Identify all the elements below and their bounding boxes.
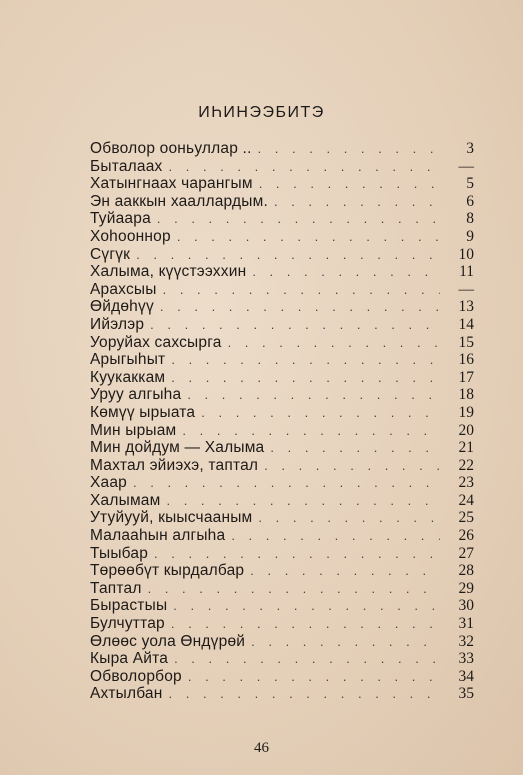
toc-entry xyxy=(90,509,474,527)
toc-entry-page: 20 xyxy=(458,421,474,439)
toc-entry-page: 13 xyxy=(458,298,474,316)
dot-leader xyxy=(228,334,440,352)
dot-leader xyxy=(270,439,440,457)
toc-entry-title: Быталаах xyxy=(90,157,163,175)
dot-leader xyxy=(182,422,440,440)
toc-entry xyxy=(90,527,474,545)
toc-entry-page: 25 xyxy=(458,509,474,527)
toc-entry xyxy=(90,246,474,264)
toc-entry-title: Ахтылбан xyxy=(90,685,163,703)
toc-entry-title: Халымам xyxy=(90,491,161,509)
dot-leader xyxy=(173,597,440,615)
toc-entry-page: 21 xyxy=(458,439,474,457)
toc-entry-page: 32 xyxy=(458,632,474,650)
toc-entry-page: 33 xyxy=(458,650,474,668)
dot-leader xyxy=(148,580,440,598)
toc-entry xyxy=(90,140,474,158)
dot-leader xyxy=(250,562,440,580)
toc-entry xyxy=(90,633,474,651)
page-number: 46 xyxy=(254,740,269,756)
toc-entry-title: Малааһын алгыһа xyxy=(90,527,226,545)
toc-entry-title: Халыма, күүстээххин xyxy=(90,263,247,281)
toc-entry-title: Төрөөбүт кырдалбар xyxy=(90,562,245,580)
toc-entry xyxy=(90,422,474,440)
dot-leader xyxy=(187,386,440,404)
toc-entry-page: 16 xyxy=(458,351,474,369)
toc-entry-title: Кыра Айта xyxy=(90,650,169,668)
toc-entry-page: 14 xyxy=(458,315,474,333)
toc-entry-title: Уруу алгыһа xyxy=(90,386,182,404)
toc-entry xyxy=(90,281,474,299)
toc-entry-page: 28 xyxy=(458,562,474,580)
toc-entry-page: — xyxy=(458,280,474,298)
toc-entry-title: Хоһооннор xyxy=(90,227,171,245)
toc-entry-title: Уоруйах сахсырга xyxy=(90,333,222,351)
toc-entry-page: 9 xyxy=(466,227,474,245)
dot-leader xyxy=(177,228,440,246)
toc-entry-title: Өлөөс уола Өндүрөй xyxy=(90,632,246,650)
toc-entry xyxy=(90,615,474,633)
dot-leader xyxy=(259,175,440,193)
toc-entry-title: Обволор ооньуллар .. xyxy=(90,140,252,157)
toc-entry-title: Куукаккам xyxy=(90,368,166,386)
dot-leader xyxy=(258,140,440,158)
toc-entry-page: 10 xyxy=(458,245,474,263)
toc-entry xyxy=(90,404,474,422)
toc-entry-title: Сүгүк xyxy=(90,245,131,263)
toc-entry xyxy=(90,386,474,404)
toc-entry xyxy=(90,668,474,686)
toc-entry-page: 3 xyxy=(466,140,474,157)
toc-entry-page: 26 xyxy=(458,527,474,545)
toc-entry xyxy=(90,580,474,598)
toc-entry-title: Хаар xyxy=(90,474,127,492)
toc-entry xyxy=(90,457,474,475)
toc-entry xyxy=(90,439,474,457)
toc-entry xyxy=(90,650,474,668)
toc-entry-title: Хатынгнаах чарангым xyxy=(90,175,253,193)
toc-entry xyxy=(90,597,474,615)
toc-entry-title: Ийэлэр xyxy=(90,315,145,333)
toc-entry-page: 29 xyxy=(458,579,474,597)
dot-leader xyxy=(264,457,440,475)
dot-leader xyxy=(171,615,440,633)
dot-leader xyxy=(274,193,440,211)
toc-entry-title: Эн ааккын хааллардым. xyxy=(90,192,268,210)
toc-entry xyxy=(90,175,474,193)
toc-entry-title: Обволорбор xyxy=(90,667,182,685)
toc-entry-page: 17 xyxy=(458,368,474,386)
toc-entry-page: 30 xyxy=(458,597,474,615)
toc-entry xyxy=(90,263,474,281)
dot-leader xyxy=(231,527,440,545)
toc-entry-page: 19 xyxy=(458,403,474,421)
toc-entry-title: Туйаара xyxy=(90,210,151,228)
dot-leader xyxy=(133,474,440,492)
contents-heading: ИҺИНЭЭБИТЭ xyxy=(198,104,325,121)
table-of-contents xyxy=(90,140,474,703)
toc-entry-page: 31 xyxy=(458,615,474,633)
toc-entry-title: Утуйууй, кыысчааным xyxy=(90,509,253,527)
dot-leader xyxy=(258,509,440,527)
dot-leader xyxy=(252,263,440,281)
toc-entry-page: 24 xyxy=(458,491,474,509)
toc-entry xyxy=(90,298,474,316)
dot-leader xyxy=(157,210,440,228)
toc-entry-page: 35 xyxy=(458,685,474,703)
toc-entry-title: Тыыбар xyxy=(90,544,149,562)
toc-entry-title: Мин ырыам xyxy=(90,421,177,439)
dot-leader xyxy=(251,633,440,651)
toc-entry-title: Арахсыы xyxy=(90,280,157,298)
toc-entry xyxy=(90,228,474,246)
toc-entry-title: Өйдөһүү xyxy=(90,298,154,316)
dot-leader xyxy=(166,492,440,510)
dot-leader xyxy=(154,545,440,563)
toc-entry-page: 22 xyxy=(458,456,474,474)
toc-entry-page: — xyxy=(458,157,474,175)
dot-leader xyxy=(150,316,440,334)
toc-entry-page: 34 xyxy=(458,667,474,685)
toc-entry xyxy=(90,210,474,228)
toc-entry-page: 5 xyxy=(466,175,474,193)
toc-entry xyxy=(90,193,474,211)
dot-leader xyxy=(163,281,440,299)
toc-entry xyxy=(90,562,474,580)
dot-leader xyxy=(188,668,440,686)
toc-entry xyxy=(90,492,474,510)
toc-entry xyxy=(90,474,474,492)
toc-entry-title: Көмүү ырыата xyxy=(90,403,196,421)
toc-entry xyxy=(90,334,474,352)
toc-entry xyxy=(90,369,474,387)
toc-entry xyxy=(90,351,474,369)
toc-entry xyxy=(90,685,474,703)
dot-leader xyxy=(171,351,440,369)
toc-entry-page: 15 xyxy=(458,333,474,351)
toc-entry xyxy=(90,158,474,176)
dot-leader xyxy=(160,298,440,316)
toc-entry-title: Мин дойдум — Халыма xyxy=(90,439,265,457)
toc-entry-title: Булчуттар xyxy=(90,615,165,633)
dot-leader xyxy=(174,650,440,668)
dot-leader xyxy=(169,685,440,703)
toc-entry-page: 23 xyxy=(458,474,474,492)
toc-entry-title: Махтал эйиэхэ, таптал xyxy=(90,456,259,474)
toc-entry-page: 18 xyxy=(458,386,474,404)
toc-entry-title: Бырастыы xyxy=(90,597,168,615)
toc-entry-page: 11 xyxy=(459,263,474,281)
dot-leader xyxy=(171,369,440,387)
toc-entry-page: 6 xyxy=(466,192,474,210)
dot-leader xyxy=(136,246,440,264)
toc-entry xyxy=(90,545,474,563)
dot-leader xyxy=(169,158,441,176)
toc-entry-title: Таптал xyxy=(90,579,142,597)
toc-entry-page: 27 xyxy=(458,544,474,562)
toc-entry-page: 8 xyxy=(466,210,474,228)
dot-leader xyxy=(201,404,440,422)
toc-entry xyxy=(90,316,474,334)
toc-entry-title: Арыгыһыт xyxy=(90,351,166,369)
